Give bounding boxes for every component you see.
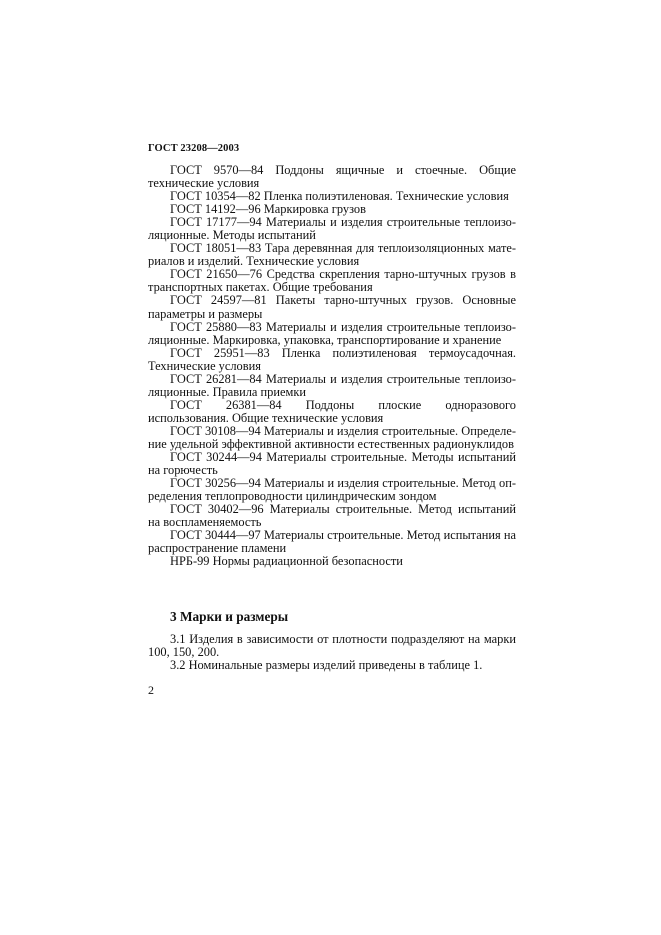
reference-item: ГОСТ 10354—82 Пленка полиэтиленовая. Технические условия <box>170 189 509 204</box>
reference-item: ГОСТ 26381—84 Поддоны плоские одноразового использования. Общие технические условия <box>148 397 516 425</box>
reference-item: ГОСТ 21650—76 Средства скрепления тарно-штучных грузов в транспортных пакетах. Общие требования <box>148 267 516 295</box>
reference-item: ГОСТ 24597—81 Пакеты тарно-штучных грузов. Основные параметры и размеры <box>148 293 516 321</box>
section-paragraph: 3.1 Изделия в зависимости от плотности подразделяют на марки 100, 150, 200. <box>148 632 516 660</box>
reference-item: ГОСТ 30256—94 Материалы и изделия строительные. Метод определения теплопроводности цилиндрическим зондом <box>148 476 516 504</box>
section-title: 3 Марки и размеры <box>170 609 289 624</box>
section-body <box>148 633 516 672</box>
reference-item: ГОСТ 26281—84 Материалы и изделия строительные теплоизоляционные. Правила приемки <box>148 371 516 399</box>
reference-item: ГОСТ 25880—83 Материалы и изделия строительные теплоизоляционные. Маркировка, упаковка, транспортирование и хранение <box>148 319 516 347</box>
reference-item: ГОСТ 18051—83 Тара деревянная для теплоизоляционных материалов и изделий. Технические условия <box>148 241 516 269</box>
document-header-code: ГОСТ 23208—2003 <box>148 143 240 154</box>
reference-item: ГОСТ 17177—94 Материалы и изделия строительные теплоизоляционные. Методы испытаний <box>148 215 516 243</box>
reference-item: ГОСТ 25951—83 Пленка полиэтиленовая термоусадочная. Технические условия <box>148 345 516 373</box>
reference-item: ГОСТ 30244—94 Материалы строительные. Методы испытаний на горючесть <box>148 450 516 478</box>
section-paragraph: 3.2 Номинальные размеры изделий приведены в таблице 1. <box>170 658 483 673</box>
reference-item: НРБ-99 Нормы радиационной безопасности <box>170 554 403 569</box>
reference-item: ГОСТ 30444—97 Материалы строительные. Метод испытания на распространение пламени <box>148 528 516 556</box>
reference-item: ГОСТ 30108—94 Материалы и изделия строительные. Определение удельной эффективной активности естественных радионуклидов <box>148 423 516 451</box>
page-number: 2 <box>148 683 154 697</box>
reference-item: ГОСТ 9570—84 Поддоны ящичные и стоечные. Общие технические условия <box>148 163 516 191</box>
reference-item: ГОСТ 14192—96 Маркировка грузов <box>170 202 366 217</box>
normative-references-list <box>148 164 516 568</box>
reference-item: ГОСТ 30402—96 Материалы строительные. Метод испытаний на воспламеняемость <box>148 502 516 530</box>
